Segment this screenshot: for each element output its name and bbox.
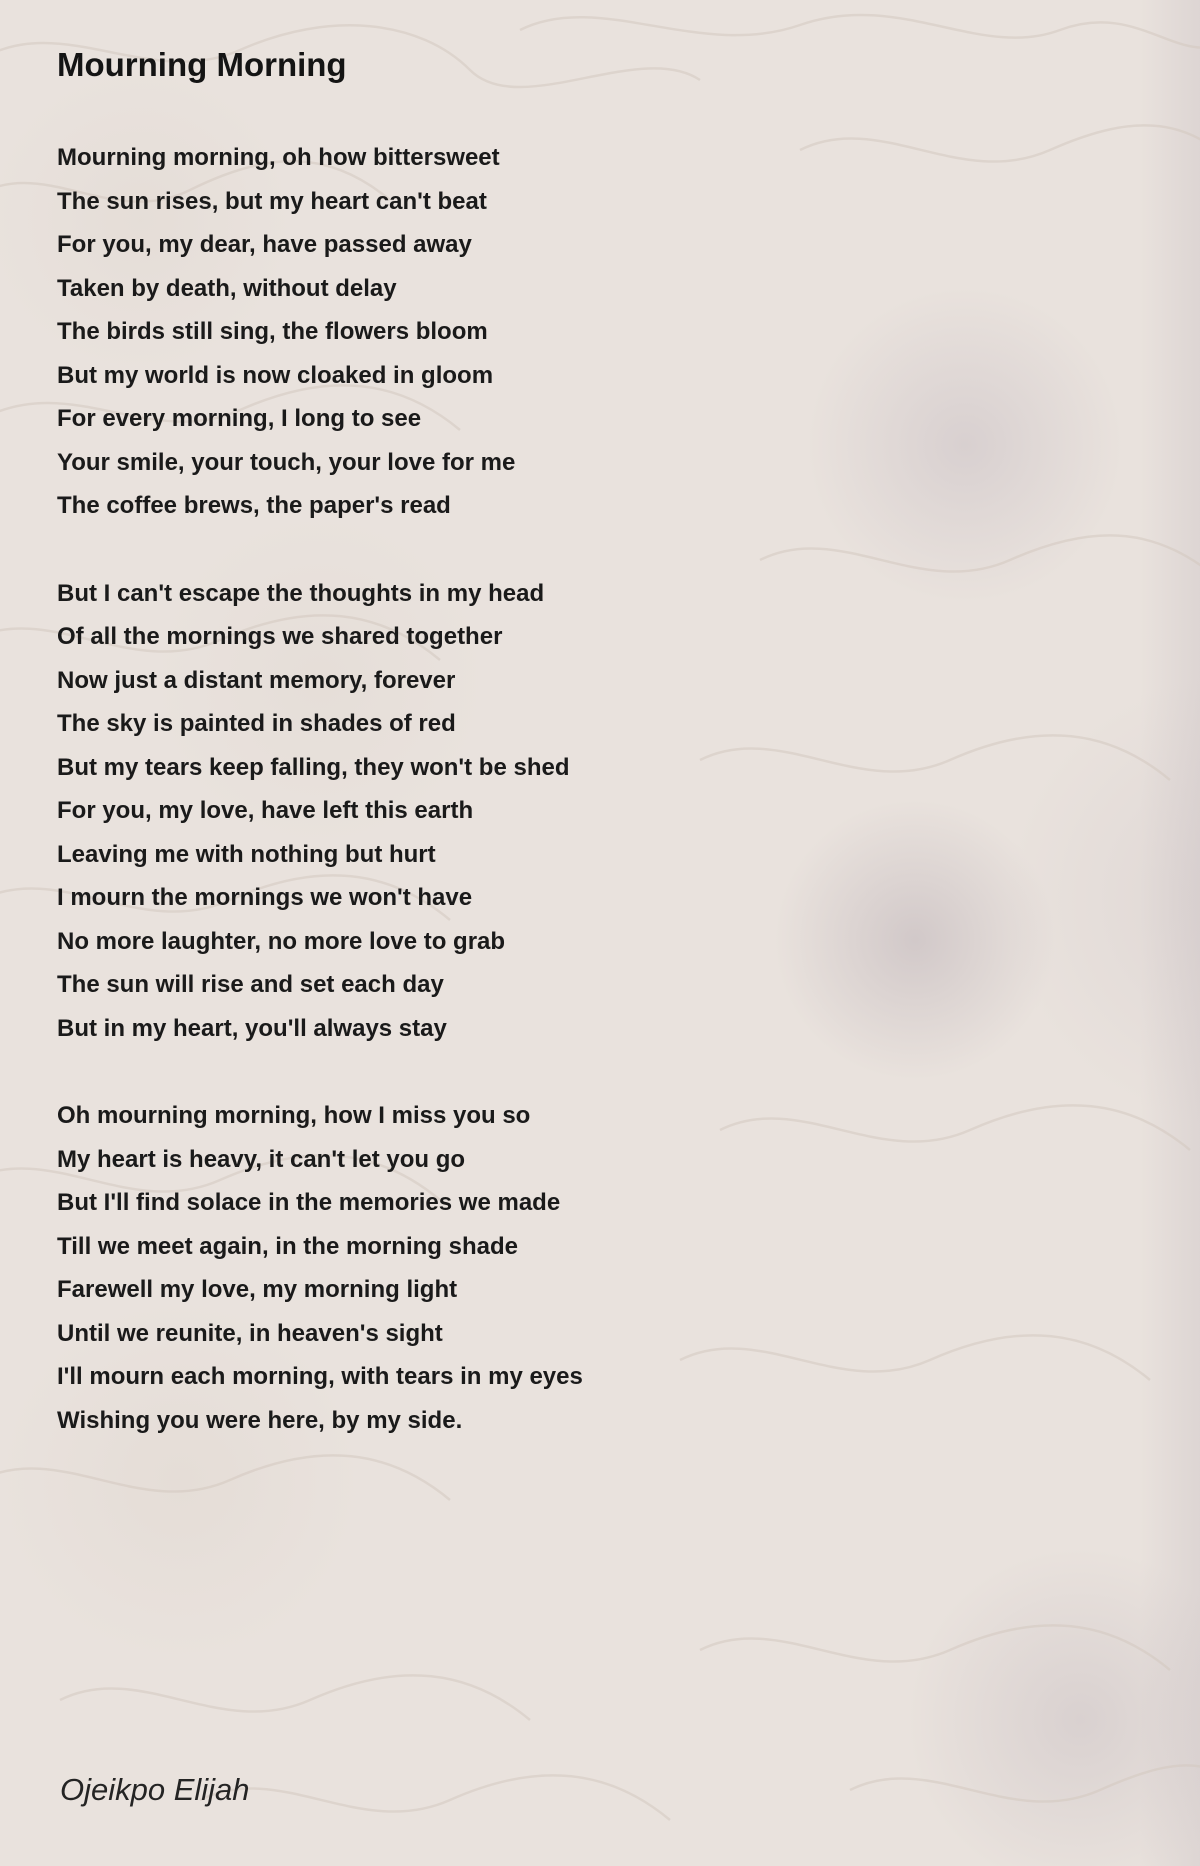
poem-line: Your smile, your touch, your love for me — [57, 448, 516, 476]
poem-line: But my tears keep falling, they won't be shed — [57, 753, 570, 781]
poem-line: But I'll find solace in the memories we made — [57, 1189, 561, 1216]
poem-line: Leaving me with nothing but hurt — [57, 840, 436, 868]
poem-line: The sun rises, but my heart can't beat — [57, 187, 487, 215]
poem-author-signature: Ojeikpo Elijah — [60, 1772, 250, 1807]
poem-stanza — [57, 136, 1160, 528]
poem-line: For every morning, I long to see — [57, 405, 422, 432]
poem-line: I mourn the mornings we won't have — [57, 884, 473, 911]
poem-line: Oh mourning morning, how I miss you so — [57, 1102, 531, 1129]
poem-line: The coffee brews, the paper's read — [57, 492, 451, 519]
poem-body — [57, 136, 1160, 1442]
poem-stanza — [57, 1094, 1160, 1442]
poem-line: Until we reunite, in heaven's sight — [57, 1319, 443, 1347]
poem-line: Of all the mornings we shared together — [57, 623, 503, 650]
poem-line: The sun will rise and set each day — [57, 971, 444, 998]
poem-line: The birds still sing, the flowers bloom — [57, 318, 488, 345]
poem-line: I'll mourn each morning, with tears in my eyes — [57, 1363, 583, 1390]
poem-line: But I can't escape the thoughts in my head — [57, 579, 545, 607]
poem-line: For you, my dear, have passed away — [57, 231, 472, 258]
poem-line: Wishing you were here, by my side. — [57, 1406, 463, 1434]
poem-line: My heart is heavy, it can't let you go — [57, 1145, 466, 1173]
poem-stanza — [57, 572, 1160, 1051]
poem-title: Mourning Morning — [57, 46, 347, 83]
poem-line: Farewell my love, my morning light — [57, 1276, 458, 1303]
poem-line: Till we meet again, in the morning shade — [57, 1232, 518, 1260]
poem-line: But my world is now cloaked in gloom — [57, 361, 494, 389]
poem-line: But in my heart, you'll always stay — [57, 1014, 447, 1042]
poem-line: No more laughter, no more love to grab — [57, 927, 506, 955]
poem-line: The sky is painted in shades of red — [57, 710, 456, 737]
poem-line: Taken by death, without delay — [57, 274, 397, 302]
poem-line: Now just a distant memory, forever — [57, 666, 456, 694]
poem-line: For you, my love, have left this earth — [57, 797, 474, 824]
poem-line: Mourning morning, oh how bittersweet — [57, 144, 500, 171]
